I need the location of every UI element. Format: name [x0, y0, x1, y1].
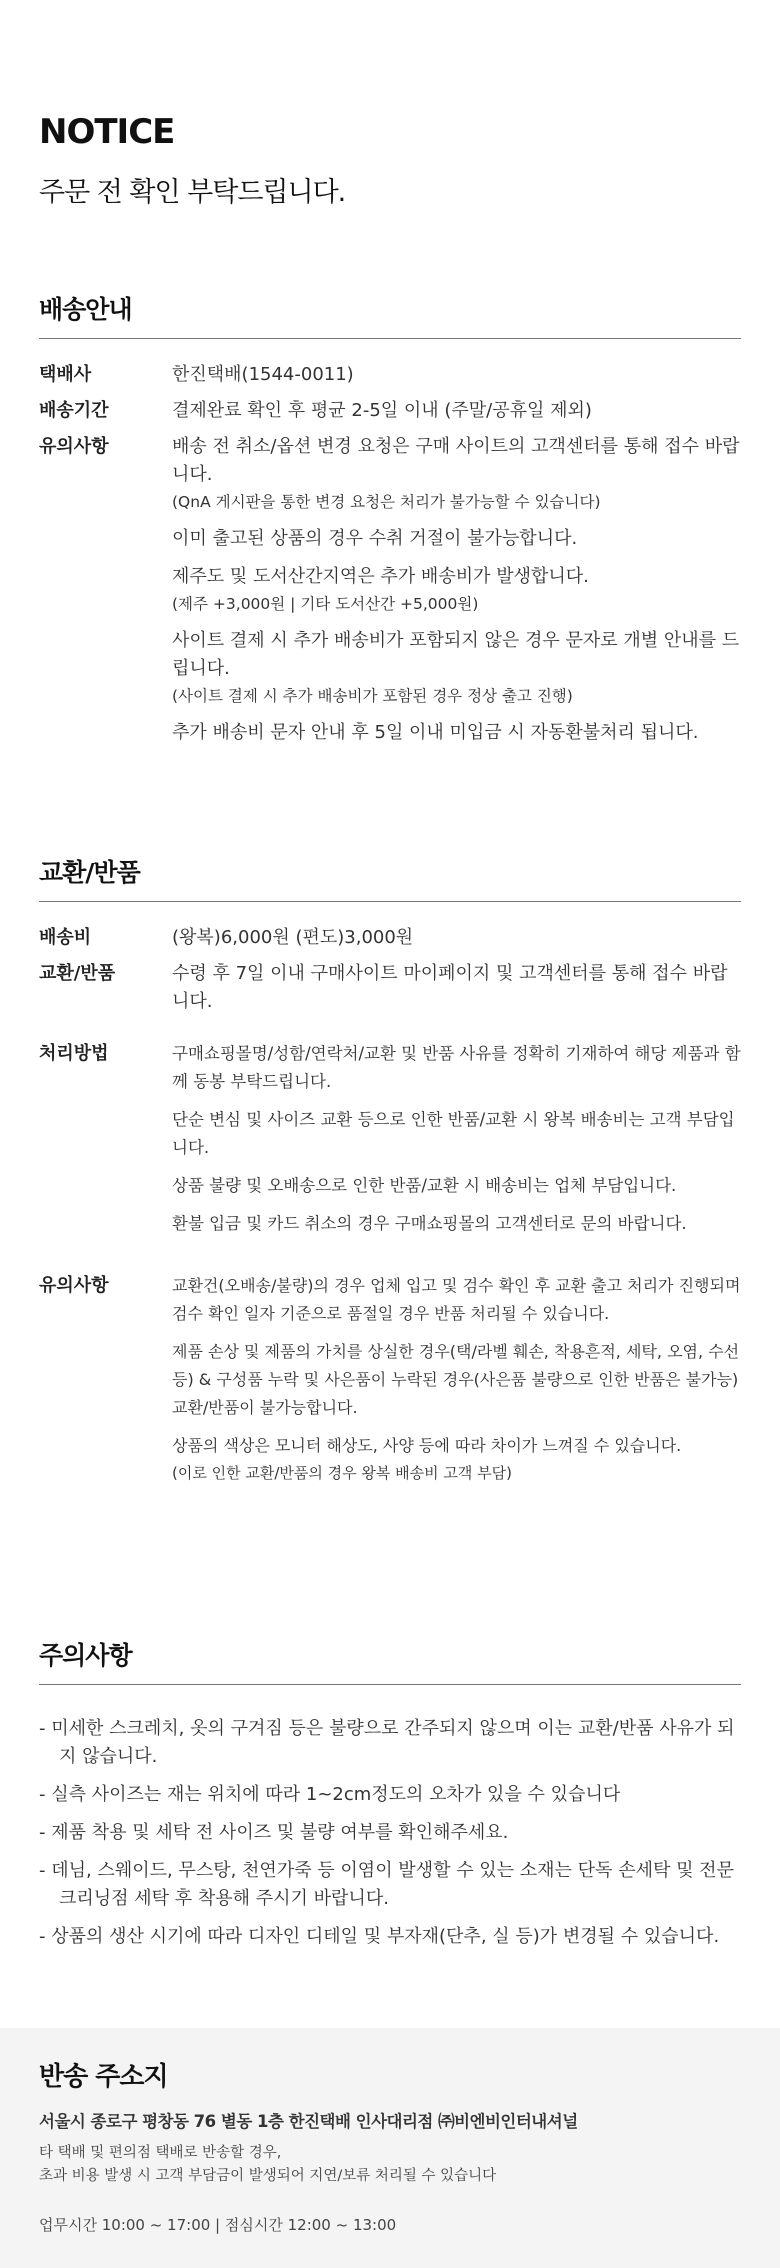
caution-item: - 상품의 생산 시기에 따라 디자인 디테일 및 부자재(단추, 실 등)가 변경될 수 있습니다. [39, 1926, 720, 1947]
return-address-title: 반송 주소지 [39, 2062, 168, 2092]
shipping-notes-row [39, 433, 741, 757]
courier-value: 한진택배(1544-0011) [172, 364, 354, 385]
exchange-notes-label: 유의사항 [39, 1275, 109, 1296]
shipping-note-main: 제주도 및 도서산간지역은 추가 배송비가 발생합니다. [172, 566, 589, 587]
exchange-note-sub: (이로 인한 교환/반품의 경우 왕복 배송비 고객 부담) [172, 1464, 512, 1482]
shipping-note [172, 433, 741, 515]
caution-section [39, 1636, 741, 1961]
exchange-title: 교환/반품 [39, 853, 741, 902]
courier-label: 택배사 [39, 364, 92, 385]
fee-value: (왕복)6,000원 (편도)3,000원 [172, 927, 414, 948]
shipping-notes-label: 유의사항 [39, 436, 109, 457]
return-address-note [39, 2142, 496, 2188]
shipping-period-row [39, 397, 741, 425]
business-hours: 업무시간 10:00 ~ 17:00 | 점심시간 12:00 ~ 13:00 [39, 2216, 397, 2234]
process-label: 처리방법 [39, 1043, 109, 1064]
exchange-note-main: 상품의 색상은 모니터 해상도, 사양 등에 따라 차이가 느껴질 수 있습니다. [172, 1436, 682, 1455]
exchange-note [172, 1432, 741, 1486]
process-item: 환불 입금 및 카드 취소의 경우 구매쇼핑몰의 고객센터로 문의 바랍니다. [172, 1214, 687, 1233]
notice-title: NOTICE [39, 112, 175, 152]
period-label: 배송기간 [39, 400, 109, 421]
exchange-note [172, 1338, 741, 1422]
shipping-note-main: 추가 배송비 문자 안내 후 5일 이내 미입금 시 자동환불처리 됩니다. [172, 722, 699, 743]
process-item: 상품 불량 및 오배송으로 인한 반품/교환 시 배송비는 업체 부담입니다. [172, 1176, 677, 1195]
caution-item: - 실측 사이즈는 재는 위치에 따라 1~2cm정도의 오차가 있을 수 있습니다 [39, 1784, 621, 1805]
exchange-notes-row [39, 1272, 741, 1496]
caution-item: - 제품 착용 및 세탁 전 사이즈 및 불량 여부를 확인해주세요. [39, 1822, 509, 1843]
period-value: 결제완료 확인 후 평균 2-5일 이내 (주말/공휴일 제외) [172, 400, 592, 421]
shipping-note [172, 525, 741, 553]
caution-item: - 미세한 스크레치, 옷의 구겨짐 등은 불량으로 간주되지 않으며 이는 교환/반품 사유가 되지 않습니다. [39, 1718, 735, 1767]
caution-item: - 데님, 스웨이드, 무스탕, 천연가죽 등 이염이 발생할 수 있는 소재는 단독 손세탁 및 전문 크리닝점 세탁 후 착용해 주시기 바랍니다. [39, 1860, 734, 1909]
shipping-section [39, 290, 741, 757]
shipping-note-main: 이미 출고된 상품의 경우 수취 거절이 불가능합니다. [172, 528, 578, 549]
shipping-note-sub: (사이트 결제 시 추가 배송비가 포함된 경우 정상 출고 진행) [172, 687, 573, 705]
fee-label: 배송비 [39, 927, 92, 948]
exchange-note-main: 제품 손상 및 제품의 가치를 상실한 경우(택/라벨 훼손, 착용흔적, 세탁, 오염, 수선 등) & 구성품 누락 및 사은품이 누락된 경우(사은품 불량으로 인한 반품은 불가능) 교환/반품이 불가능합니다. [172, 1342, 740, 1417]
exchange-note [172, 1272, 741, 1328]
shipping-note-sub: (QnA 게시판을 통한 변경 요청은 처리가 불가능할 수 있습니다) [172, 493, 601, 511]
exchange-section [39, 853, 741, 1496]
exchange-note-main: 교환건(오배송/불량)의 경우 업체 입고 및 검수 확인 후 교환 출고 처리가 진행되며 검수 확인 일자 기준으로 품절일 경우 반품 처리될 수 있습니다. [172, 1276, 741, 1323]
return-note-line: 타 택배 및 편의점 택배로 반송할 경우, [39, 2145, 282, 2161]
process-item: 단순 변심 및 사이즈 교환 등으로 인한 반품/교환 시 왕복 배송비는 고객 부담입니다. [172, 1110, 735, 1157]
shipping-courier-row [39, 361, 741, 389]
notice-subtitle: 주문 전 확인 부탁드립니다. [39, 177, 346, 208]
shipping-note-main: 배송 전 취소/옵션 변경 요청은 구매 사이트의 고객센터를 통해 접수 바랍니다. [172, 436, 740, 485]
shipping-note-main: 사이트 결제 시 추가 배송비가 포함되지 않은 경우 문자로 개별 안내를 드립니다. [172, 630, 740, 679]
method-label: 교환/반품 [39, 963, 116, 984]
caution-title: 주의사항 [39, 1636, 741, 1685]
return-address-text: 서울시 종로구 평창동 76 별동 1층 한진택배 인사대리점 ㈜비엔비인터내셔널 [39, 2112, 578, 2131]
shipping-note [172, 627, 741, 709]
process-item: 구매쇼핑몰명/성함/연락처/교환 및 반품 사유를 정확히 기재하여 해당 제품과 함께 동봉 부탁드립니다. [172, 1044, 741, 1091]
exchange-process-row [39, 1040, 741, 1248]
exchange-fee-row [39, 924, 741, 952]
shipping-note [172, 563, 741, 617]
shipping-title: 배송안내 [39, 290, 741, 339]
shipping-note-sub: (제주 +3,000원 | 기타 도서산간 +5,000원) [172, 595, 479, 613]
method-value: 수령 후 7일 이내 구매사이트 마이페이지 및 고객센터를 통해 접수 바랍니다. [172, 963, 728, 1012]
exchange-method-row [39, 960, 741, 1016]
return-note-line: 초과 비용 발생 시 고객 부담금이 발생되어 지연/보류 처리될 수 있습니다 [39, 2168, 497, 2184]
shipping-note [172, 719, 741, 747]
caution-list [39, 1715, 741, 1951]
